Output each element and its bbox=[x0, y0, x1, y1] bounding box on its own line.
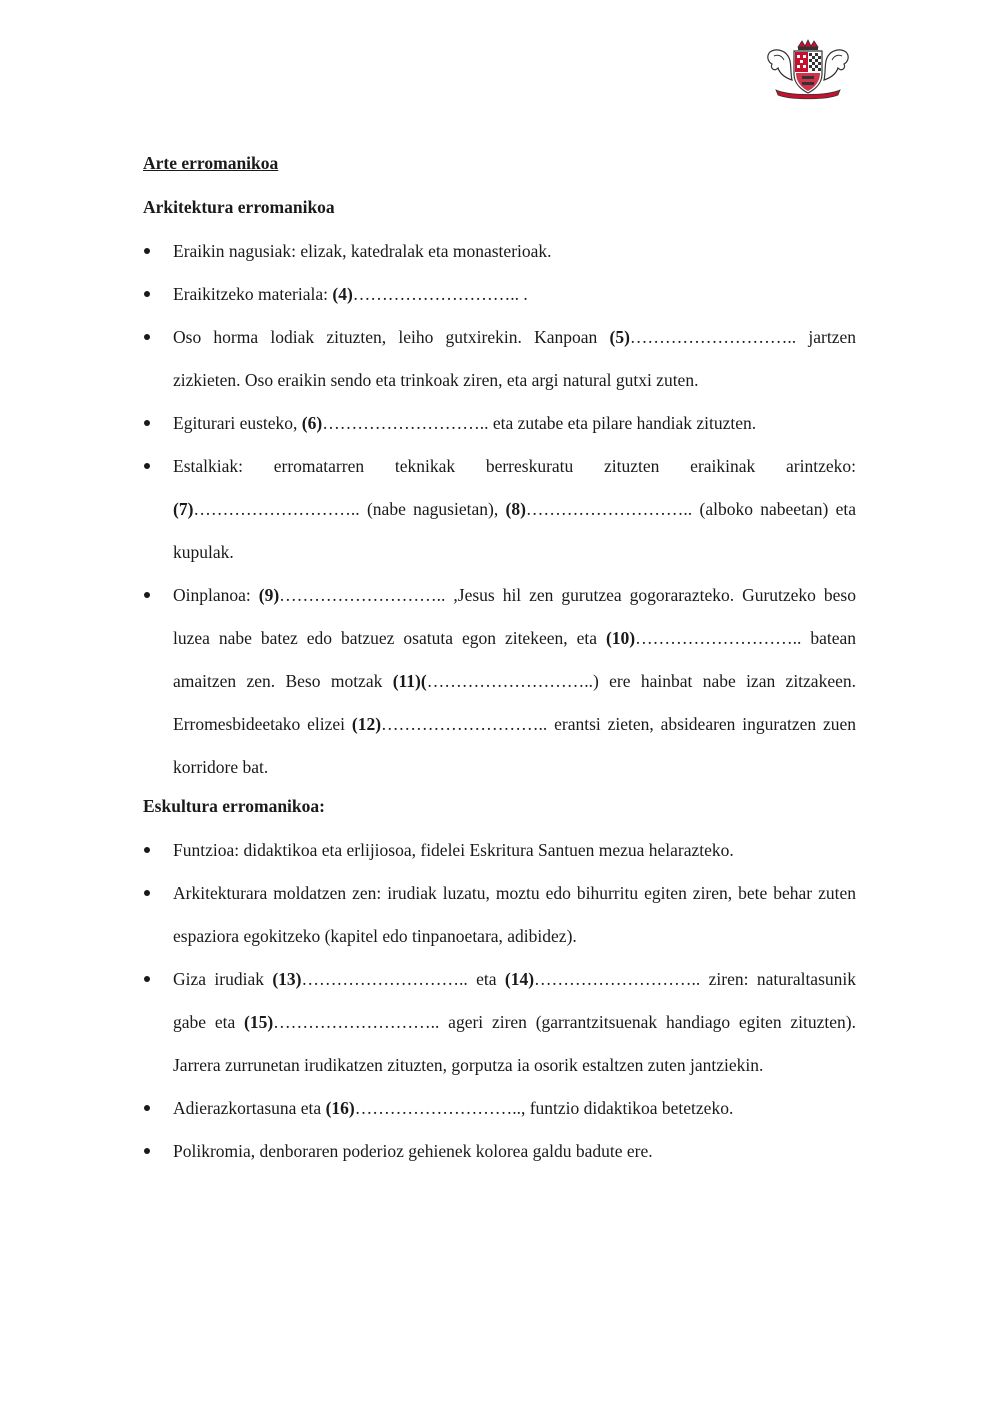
blank-number: (11)( bbox=[392, 671, 427, 691]
blank-number: (7) bbox=[173, 499, 194, 519]
blank-number: (16) bbox=[325, 1098, 355, 1118]
fill-blank: ……………………….. (nabe nagusietan), bbox=[193, 499, 506, 519]
blank-number: (15) bbox=[244, 1012, 274, 1032]
blank-number: (8) bbox=[505, 499, 526, 519]
fill-blank: ……………………….. jartzen zizkieten. Oso eraikin sendo eta trinkoak ziren, eta argi natural gutxi zuten. bbox=[173, 327, 856, 390]
fill-blank: ……………………….. batean amaitzen zen. Beso motzak bbox=[173, 628, 856, 691]
blank-number: (13) bbox=[272, 969, 302, 989]
blank-number: (10) bbox=[605, 628, 636, 648]
section-heading-arkitektura: Arkitektura erromanikoa bbox=[143, 197, 335, 217]
document-title: Arte erromanikoa bbox=[143, 153, 279, 173]
list-item: Oso horma lodiak zituzten, leiho gutxirekin. Kanpoan (5)……………………….. jartzen zizkieten. Oso eraikin sendo eta trinkoak ziren, eta argi natural gutxi zuten. bbox=[143, 316, 856, 402]
list-item: Oinplanoa: (9)……………………….. ,Jesus hil zen gurutzea gogorarazteko. Gurutzeko beso luzea nabe batez edo batzuez osatuta egon zitekeen, eta (10)……………………….. batean amaitzen zen. Beso motzak (11)(………………………..) ere hainbat nabe izan zitzakeen. Erromesbideetako elizei (12)……………………….. erantsi zieten, absidearen inguratzen zuen korridore bat. bbox=[143, 574, 856, 789]
blank-number: (14) bbox=[504, 969, 535, 989]
list-item: Egiturari eusteko, (6)……………………….. eta zutabe eta pilare handiak zituzten. bbox=[143, 402, 856, 445]
blank-number: (6) bbox=[301, 413, 323, 433]
fill-blank: ……………………….. eta zutabe eta pilare handiak zituzten. bbox=[322, 413, 757, 433]
document-body bbox=[143, 150, 856, 1177]
list-item: Polikromia, denboraren poderioz gehienek kolorea galdu badute ere. bbox=[143, 1130, 856, 1173]
fill-blank: ……………………….. (alboko nabeetan) eta kupulak. bbox=[173, 499, 856, 562]
blank-number: (5) bbox=[609, 327, 630, 347]
blank-number: (9) bbox=[258, 585, 280, 605]
fill-blank: ……………………….., funtzio didaktikoa betetzeko. bbox=[354, 1098, 734, 1118]
list-item: Giza irudiak (13)……………………….. eta (14)……………………….. ziren: naturaltasunik gabe eta (15)……………………….. ageri ziren (garrantzitsuenak handiago egiten zituzten). Jarrera zurrunetan irudikatzen zituzten, gorputza ia osorik estaltzen zuten jantziekin. bbox=[143, 958, 856, 1087]
list-item: Arkitekturara moldatzen zen: irudiak luzatu, moztu edo bihurritu egiten ziren, bete behar zuten espaziora egokitzeko (kapitel edo tinpanoetara, adibidez). bbox=[143, 872, 856, 958]
list-item: Adierazkortasuna eta (16)……………………….., funtzio didaktikoa betetzeko. bbox=[143, 1087, 856, 1130]
bullet-list-eskultura bbox=[143, 829, 856, 1173]
fill-blank: ……………………….. . bbox=[352, 284, 528, 304]
fill-blank: ……………………….. ziren: naturaltasunik gabe eta bbox=[173, 969, 857, 1032]
list-item: Funtzioa: didaktikoa eta erlijiosoa, fidelei Eskritura Santuen mezua helarazteko. bbox=[143, 829, 856, 872]
blank-number: (4) bbox=[332, 284, 353, 304]
list-item: Estalkiak: erromatarren teknikak berreskuratu zituzten eraikinak arintzeko: (7)……………………….. (nabe nagusietan), (8)……………………….. (alboko nabeetan) eta kupulak. bbox=[143, 445, 856, 574]
list-item: Eraikitzeko materiala: (4)……………………….. . bbox=[143, 273, 856, 316]
fill-blank: ……………………….. ageri ziren (garrantzitsuenak handiago egiten zituzten). Jarrera zurrunetan irudikatzen zituzten, gorputza ia osorik estaltzen zuten jantziekin. bbox=[173, 1012, 856, 1075]
fill-blank: ……………………….. ,Jesus hil zen gurutzea gogorarazteko. Gurutzeko beso luzea nabe batez edo batzuez osatuta egon zitekeen, eta bbox=[173, 585, 856, 648]
fill-blank: ……………………….. erantsi zieten, absidearen inguratzen zuen korridore bat. bbox=[173, 714, 856, 777]
bullet-list-arkitektura bbox=[143, 230, 856, 789]
section-heading-eskultura: Eskultura erromanikoa: bbox=[143, 796, 325, 816]
fill-blank: ………………………..) ere hainbat nabe izan zitzakeen. Erromesbideetako elizei bbox=[173, 671, 856, 734]
blank-number: (12) bbox=[351, 714, 382, 734]
fill-blank: ……………………….. eta bbox=[301, 969, 505, 989]
coat-of-arms-icon bbox=[762, 38, 854, 100]
list-item: Eraikin nagusiak: elizak, katedralak eta monasterioak. bbox=[143, 230, 856, 273]
